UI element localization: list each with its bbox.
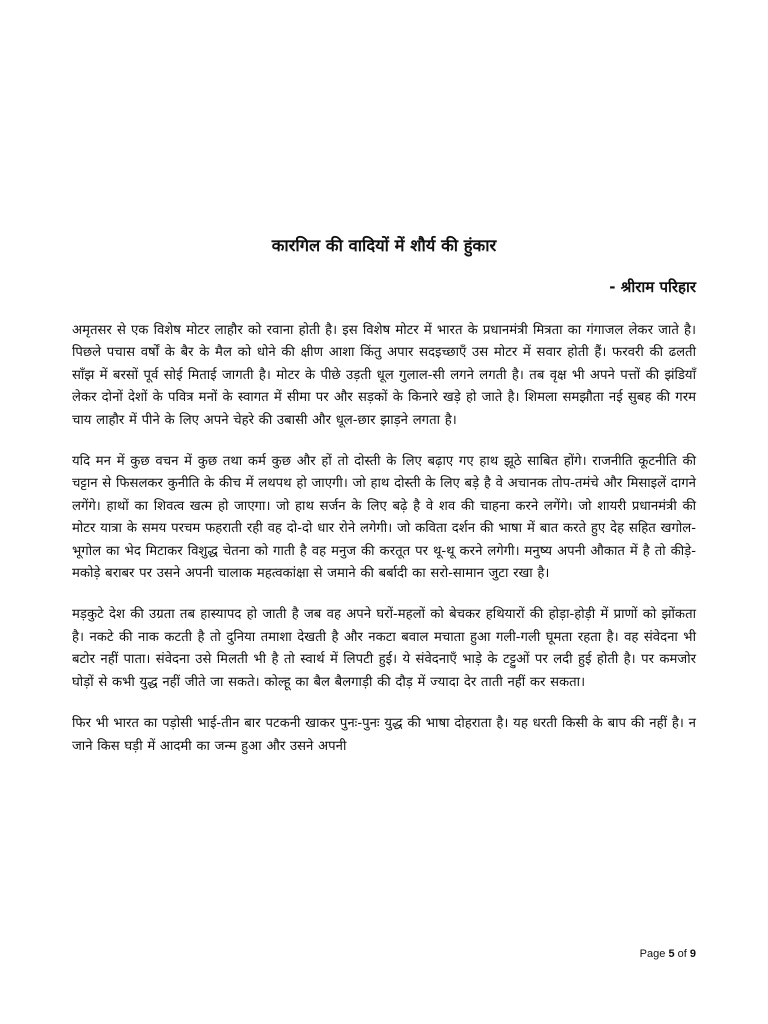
page-title: कारगिल की वादियों में शौर्य की हुंकार bbox=[271, 236, 497, 255]
paragraph-3: मड़कुटे देश की उग्रता तब हास्यापद हो जाती है जब वह अपने घरों-महलों को बेचकर हथियारों की होड़ा-होड़ी में प्राणों को झोंकता है। नकटे की नाक कटती है तो दुनिया तमाशा देखती है और नकटा बवाल मचाता हुआ गली-गली घूमता रहता है। वह संवेदना भी बटोर नहीं पाता। संवेदना उसे मिलती भी है तो स्वार्थ में लिपटी हुई। ये संवेदनाएँ भाड़े के टट्टुओं पर लदी हुई होती है। पर कमजोर घोड़ों से कभी युद्ध नहीं जीते जा सकते। कोल्हू का बैल बैलगाड़ी की दौड़ में ज्यादा देर ताती नहीं कर सकता। bbox=[72, 607, 696, 690]
author-line: - श्रीराम परिहार bbox=[609, 278, 696, 296]
current-page-number: 5 bbox=[668, 948, 675, 960]
page-number-footer bbox=[640, 946, 696, 962]
body-text bbox=[72, 320, 696, 777]
paragraph-1: अमृतसर से एक विशेष मोटर लाहौर को रवाना होती है। इस विशेष मोटर में भारत के प्रधानमंत्री मित्रता का गंगाजल लेकर जाते है। पिछले पचास वर्षों के बैर के मैल को धोने की क्षीण आशा किंतु अपार सदइच्छाएँ उस मोटर में सवार होती हैं। फरवरी की ढलती साँझ में बरसों पूर्व सोई मिताई जागती है। मोटर के पीछे उड़ती धूल गुलाल-सी लगने लगती है। तब वृक्ष भी अपने पत्तों की झंडियाँ लेकर दोनों देशों के पवित्र मनों के स्वागत में सीमा पर और सड़कों के किनारे खड़े हो जाते है। शिमला समझौता नई सुबह की गरम चाय लाहौर में पीने के लिए अपने चेहरे की उबासी और धूल-छार झाड़ने लगता है। bbox=[72, 323, 696, 428]
paragraph-4: फिर भी भारत का पड़ोसी भाई-तीन बार पटकनी खाकर पुनः-पुनः युद्ध की भाषा दोहराता है। यह धरती किसी के बाप की नहीं है। न जाने किस घड़ी में आदमी का जन्म हुआ और उसने अपनी bbox=[72, 716, 696, 754]
total-pages-number: 9 bbox=[689, 948, 696, 960]
page-word: Page bbox=[639, 948, 666, 960]
paragraph-2: यदि मन में कुछ वचन में कुछ तथा कर्म कुछ और हों तो दोस्ती के लिए बढ़ाए गए हाथ झूठे साबित होंगे। राजनीति कूटनीति की चट्टान से फिसलकर कुनीति के कीच में लथपथ हो जाएगी। जो हाथ दोस्ती के लिए बड़े है वे अचानक तोप-तमंचे और मिसाइलें दागने लगेंगे। हाथों का शिवत्व खत्म हो जाएगा। जो हाथ सर्जन के लिए बढ़े है वे शव की चाहना करने लगेंगे। जो शायरी प्रधानमंत्री की मोटर यात्रा के समय परचम फहराती रही वह दो-दो धार रोने लगेगी। जो कविता दर्शन की भाषा में बात करते हुए देह सहित खगोल-भूगोल का भेद मिटाकर विशुद्ध चेतना को गाती है वह मनुज की करतूत पर थू-थू करने लगेगी। मनुष्य अपनी औकात में है तो कीड़े-मकोड़े बराबर पर उसने अपनी चालाक महत्वकांक्षा से जमाने की बर्बादी का सरो-सामान जुटा रखा है। bbox=[72, 454, 696, 582]
of-word: of bbox=[677, 948, 687, 960]
